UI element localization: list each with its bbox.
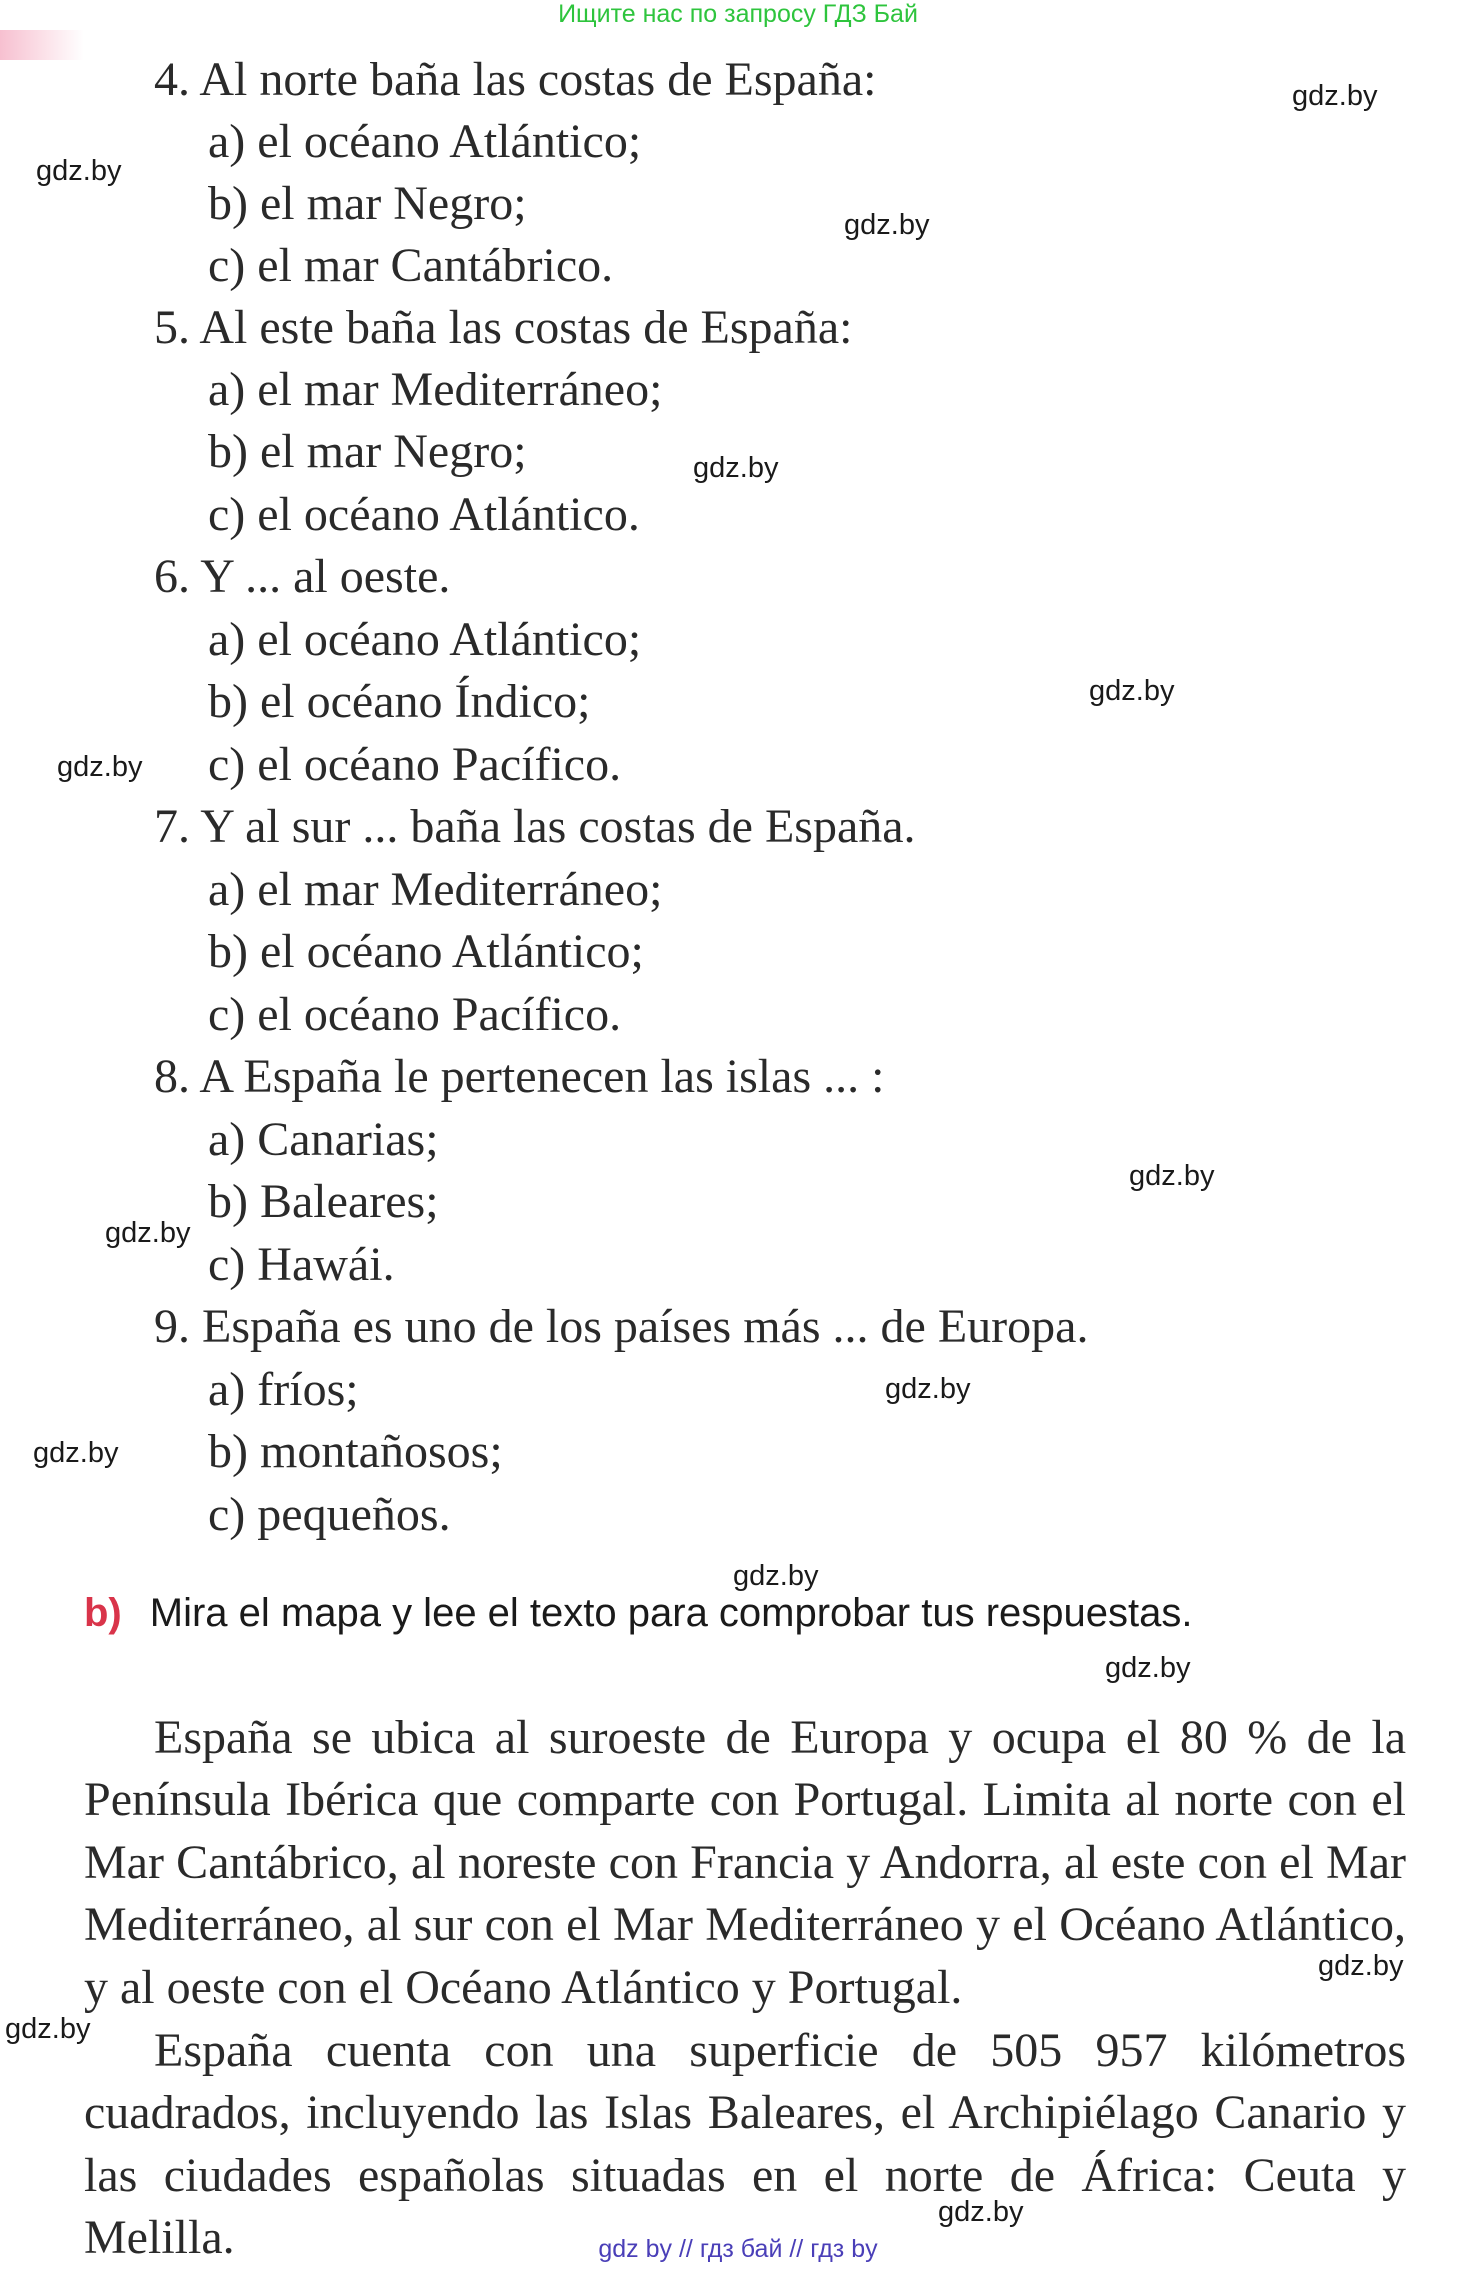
footer-links[interactable]: gdz by // гдз бай // гдз by <box>598 2235 878 2263</box>
watermark: gdz.by <box>938 2196 1024 2228</box>
option-6b: b) el océano Índico; <box>208 675 591 728</box>
watermark: gdz.by <box>693 452 779 484</box>
watermark: gdz.by <box>57 751 143 783</box>
instruction-marker: b) <box>84 1591 122 1635</box>
option-7b: b) el océano Atlántico; <box>208 925 644 978</box>
question-6: 6. Y ... al oeste. <box>154 550 451 603</box>
watermark: gdz.by <box>885 1373 971 1405</box>
watermark: gdz.by <box>1292 80 1378 112</box>
watermark: gdz.by <box>844 209 930 241</box>
watermark: gdz.by <box>1318 1950 1404 1982</box>
instruction-text: Mira el mapa y lee el texto para comprobar tus respuestas. <box>149 1591 1193 1635</box>
option-6a: a) el océano Atlántico; <box>208 613 642 666</box>
option-5b: b) el mar Negro; <box>208 425 527 478</box>
option-5a: a) el mar Mediterráneo; <box>208 363 663 416</box>
watermark: gdz.by <box>733 1560 819 1592</box>
watermark: gdz.by <box>36 155 122 187</box>
option-8c: c) Hawái. <box>208 1238 395 1291</box>
watermark: gdz.by <box>33 1437 119 1469</box>
option-8b: b) Baleares; <box>208 1175 439 1228</box>
option-7c: c) el océano Pacífico. <box>208 988 622 1041</box>
option-9b: b) montañosos; <box>208 1425 503 1478</box>
watermark: gdz.by <box>1105 1652 1191 1684</box>
watermark: gdz.by <box>105 1217 191 1249</box>
option-8a: a) Canarias; <box>208 1113 439 1166</box>
instruction-b <box>84 1588 1192 1638</box>
watermark: gdz.by <box>1089 675 1175 707</box>
option-5c: c) el océano Atlántico. <box>208 488 640 541</box>
option-4c: c) el mar Cantábrico. <box>208 239 614 292</box>
question-7: 7. Y al sur ... baña las costas de España. <box>154 800 916 853</box>
question-5: 5. Al este baña las costas de España: <box>154 301 853 354</box>
option-9c: c) pequeños. <box>208 1488 451 1541</box>
paragraph-area: España cuenta con una superficie de 505 957 kilómetros cuadrados, incluyendo las Islas Baleares, el Archipiélago Canario y las ciudades españolas situadas en el norte de África: Ceuta y Melilla. <box>84 2024 1406 2265</box>
paragraph-location: España se ubica al suroeste de Europa y ocupa el 80 % de la Península Ibérica que comparte con Portugal. Limita al norte con el Mar Cantábrico, al noreste con Francia y Andorra, al este con el Mar Mediterráneo, al sur con el Mar Mediterráneo y el Océano Atlántico, y al oeste con el Océano Atlántico y Portugal. <box>84 1711 1406 2014</box>
option-7a: a) el mar Mediterráneo; <box>208 863 663 916</box>
question-8: 8. A España le pertenecen las islas ... : <box>154 1050 885 1103</box>
watermark: gdz.by <box>5 2013 91 2045</box>
question-4: 4. Al norte baña las costas de España: <box>154 53 877 106</box>
watermark: gdz.by <box>1129 1160 1215 1192</box>
option-6c: c) el océano Pacífico. <box>208 738 622 791</box>
corner-tab-decoration <box>0 30 84 60</box>
question-9: 9. España es uno de los países más ... de Europa. <box>154 1300 1089 1353</box>
option-9a: a) fríos; <box>208 1363 359 1416</box>
option-4b: b) el mar Negro; <box>208 177 527 230</box>
option-4a: a) el océano Atlántico; <box>208 115 642 168</box>
top-banner[interactable]: Ищите нас по запросу ГДЗ Бай <box>558 0 918 28</box>
